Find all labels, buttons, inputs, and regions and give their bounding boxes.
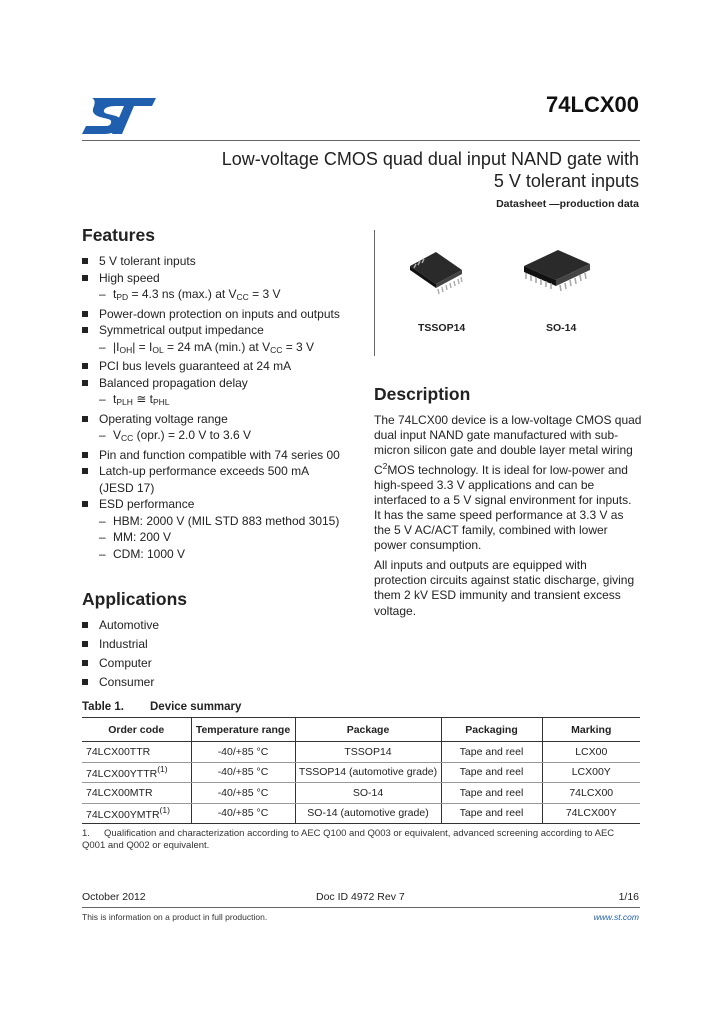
package-cell: TSSOP14 (automotive grade) bbox=[295, 762, 441, 783]
list-subitem: – $V_{CC}$ (opr.) = 2.0 V to 3.6 V bbox=[99, 428, 252, 443]
column-divider bbox=[374, 230, 375, 356]
subtitle-line-1: Low-voltage CMOS quad dual input NAND gate with bbox=[221, 149, 639, 169]
list-subitem: – $|I_{OH}| = I_{OL} = 24$ mA (min.) at $V_{CC} = 3$ V bbox=[99, 339, 315, 355]
list-item: Pin and function compatible with 74 series 00 bbox=[82, 447, 362, 464]
description-paragraph-3: All inputs and outputs are equipped with protection circuits against static discharge, giving them 2 kV ESD immunity and transient excess voltage. bbox=[374, 558, 635, 618]
table-row bbox=[82, 803, 640, 824]
list-item: Latch-up performance exceeds 500 mA (JESD 17) bbox=[82, 463, 362, 496]
list-item: Operating voltage range bbox=[82, 411, 362, 428]
bullet-icon bbox=[82, 275, 88, 281]
list-item: Power-down protection on inputs and outputs bbox=[82, 306, 362, 323]
package-cell: SO-14 bbox=[295, 783, 441, 804]
table-row bbox=[82, 762, 640, 783]
subtitle-line-2: 5 V tolerant inputs bbox=[493, 171, 639, 191]
list-item: High speed bbox=[82, 270, 362, 287]
table-footnote: 1. Qualification and characterization according to AEC Q100 and Q003 or equivalent, advanced screening according to AEC Q001 and Q002 or equivalent. bbox=[82, 828, 615, 851]
temperature-cell: -40/+85 °C bbox=[191, 783, 295, 804]
list-item: 5 V tolerant inputs bbox=[82, 253, 362, 270]
so14-package-image bbox=[520, 246, 592, 296]
bullet-icon bbox=[82, 363, 88, 369]
bullet-icon bbox=[82, 311, 88, 317]
order-code-cell: 74LCX00MTR bbox=[82, 783, 191, 804]
so14-label: SO-14 bbox=[546, 322, 577, 334]
bullet-icon bbox=[82, 501, 88, 507]
bullet-icon bbox=[82, 327, 88, 333]
packaging-cell: Tape and reel bbox=[441, 762, 542, 783]
description-paragraph-2: It has the same speed performance at 3.3 V as the 5 V AC/ACT family, combined with lower power consumption. bbox=[374, 508, 624, 553]
packaging-cell: Tape and reel bbox=[441, 783, 542, 804]
list-subitem: – $t_{PLH}$ ≅ $t_{PHL}$ bbox=[99, 392, 170, 407]
list-item: PCI bus levels guaranteed at 24 mA bbox=[82, 358, 362, 375]
bullet-icon bbox=[82, 258, 88, 264]
table-header-row bbox=[82, 718, 640, 742]
list-item: Symmetrical output impedance bbox=[82, 322, 362, 339]
column-header: Temperature range bbox=[191, 718, 295, 742]
package-cell: SO-14 (automotive grade) bbox=[295, 803, 441, 824]
description-heading: Description bbox=[374, 384, 471, 404]
temperature-cell: -40/+85 °C bbox=[191, 762, 295, 783]
table-row bbox=[82, 783, 640, 804]
footer-divider bbox=[82, 907, 640, 908]
bullet-icon bbox=[82, 622, 88, 628]
header-divider bbox=[82, 140, 640, 141]
packaging-cell: Tape and reel bbox=[441, 803, 542, 824]
applications-heading: Applications bbox=[82, 589, 188, 609]
packaging-cell: Tape and reel bbox=[441, 742, 542, 763]
list-item: Automotive bbox=[82, 617, 342, 634]
order-code-cell: 74LCX00TTR bbox=[82, 742, 191, 763]
device-summary-table bbox=[82, 717, 640, 824]
bullet-icon bbox=[82, 380, 88, 386]
temperature-cell: -40/+85 °C bbox=[191, 742, 295, 763]
order-code-cell: 74LCX00YMTR$^{(1)}$ bbox=[82, 803, 191, 824]
marking-cell: 74LCX00Y bbox=[542, 803, 640, 824]
marking-cell: LCX00 bbox=[542, 742, 640, 763]
package-cell: TSSOP14 bbox=[295, 742, 441, 763]
tssop14-package-image bbox=[406, 248, 466, 298]
footer-date: October 2012 bbox=[82, 891, 146, 903]
bullet-icon bbox=[82, 452, 88, 458]
order-code-cell: 74LCX00YTTR$^{(1)}$ bbox=[82, 762, 191, 783]
footer-website-link[interactable]: www.st.com bbox=[593, 912, 639, 922]
footer-doc-id: Doc ID 4972 Rev 7 bbox=[316, 891, 405, 903]
applications-list bbox=[82, 617, 342, 693]
temperature-cell: -40/+85 °C bbox=[191, 803, 295, 824]
bullet-icon bbox=[82, 468, 88, 474]
list-item: Consumer bbox=[82, 674, 342, 691]
list-subitem: – CDM: 1000 V bbox=[99, 546, 186, 561]
datasheet-status: Datasheet —production data bbox=[496, 198, 639, 210]
list-item: Computer bbox=[82, 655, 342, 672]
list-item: Industrial bbox=[82, 636, 342, 653]
list-subitem: – MM: 200 V bbox=[99, 530, 172, 544]
footer-production-note: This is information on a product in full production. bbox=[82, 912, 268, 922]
footer-page-number: 1/16 bbox=[618, 891, 639, 903]
marking-cell: LCX00Y bbox=[542, 762, 640, 783]
bullet-icon bbox=[82, 660, 88, 666]
column-header: Packaging bbox=[441, 718, 542, 742]
tssop14-label: TSSOP14 bbox=[418, 322, 466, 334]
bullet-icon bbox=[82, 641, 88, 647]
features-heading: Features bbox=[82, 225, 155, 245]
description-paragraph-1: The 74LCX00 device is a low-voltage CMOS quad dual input NAND gate manufactured with sub-micron silicon gate and double layer metal wiring $C^2MOS$ technology. It is ideal for low-power and high-speed 3.3 V applications and can be interfaced to a 5 V signal environment for inputs. bbox=[374, 413, 642, 508]
features-list bbox=[82, 253, 362, 562]
column-header: Package bbox=[295, 718, 441, 742]
document-subtitle bbox=[119, 148, 639, 192]
list-subitem: – $t_{PD} = 4.3$ ns (max.) at $V_{CC} = 3$ V bbox=[99, 287, 281, 302]
column-header: Marking bbox=[542, 718, 640, 742]
part-number: 74LCX00 bbox=[546, 92, 639, 117]
table-caption: Table 1. Device summary bbox=[82, 701, 242, 713]
bullet-icon bbox=[82, 416, 88, 422]
column-header: Order code bbox=[82, 718, 191, 742]
marking-cell: 74LCX00 bbox=[542, 783, 640, 804]
list-subitem: – HBM: 2000 V (MIL STD 883 method 3015) bbox=[99, 513, 340, 528]
bullet-icon bbox=[82, 679, 88, 685]
list-item: ESD performance bbox=[82, 496, 362, 513]
st-logo bbox=[82, 96, 156, 136]
table-row bbox=[82, 742, 640, 763]
list-item: Balanced propagation delay bbox=[82, 375, 362, 392]
